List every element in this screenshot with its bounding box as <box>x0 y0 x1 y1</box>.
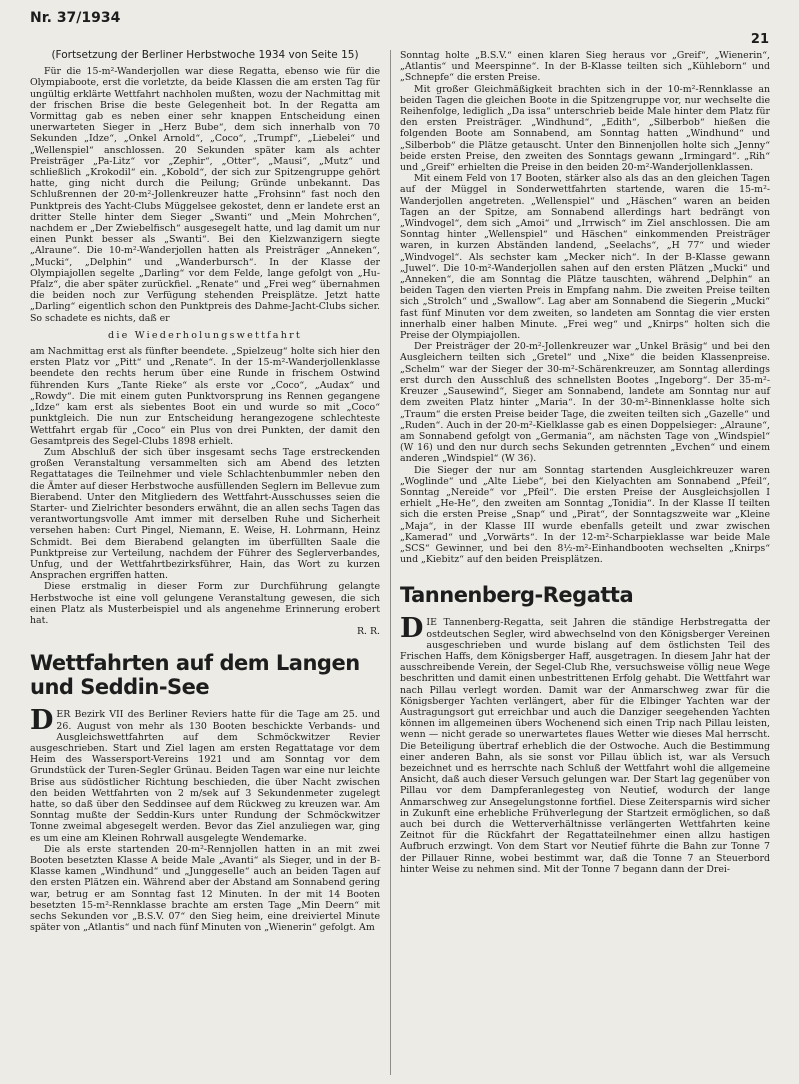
paragraph-text: IE Tannenberg-Regatta, seit Jahren die ständige Herbstregatta der ostdeutschen Segler, wird abwechselnd von den Königsberger Vereinen ausgeschrieben und wurde bislang auf dem östlichsten Teil des Frischen Haffs, dem Königsberger Haff, ausgetragen. In diesem Jahr hat der ausschreibende Verein, der Segel-Club Rhe, versuchsweise völlig neue Wege beschritten und damit einen unbestrittenen Erfolg gehabt. Die Wettfahrt war nach Pillau verlegt worden. Damit war der Anmarschweg zwar für die Königsberger Yachten verlängert, aber für die Elbinger Yachten war der Austragungsort gut erreichbar und auch die Danziger seegehenden Yachten können im allgemeinen übers Wochenend sich einen Trip nach Pillau leisten, wenn — nicht gerade so unerwartetes flaues Wetter wie dieses Mal herrscht. Die Beteiligung übertraf erheblich die der Ostwoche. Auch die Bestimmung einer anderen Bahn, als sie sonst vor Pillau üblich ist, war als Versuch bezeichnet und es herrschte nach Schluß der Wettfahrt wohl die allgemeine Ansicht, daß auch dieser Versuch gelungen war. Der Start lag gegenüber von Pillau vor dem Dampferanlegesteg von Neutief, wodurch der lange Anmarschweg zur Ansegelungstonne fortfiel. Diese Zeitersparnis wird sicher in Zukunft eine erhebliche Frühverlegung der Startzeit ermöglichen, so daß auch bei durch die Wetterverhältnisse verlängerten Wettfahrten keine Zeitnot für die Rückfahrt der Regattateilnehmer einen allzu hastigen Aufbruch erzwingt. Von dem Start vor Neutief führte die Bahn zur Tonne 7 der Pillauer Rinne, wobei bestimmt war, daß die Tonne 7 an Steuerbord hinter Weise zu nehmen sind. Mit der Tonne 7 begann dann der Drei- <box>400 617 770 875</box>
issue-number: Nr. 37/1934 <box>30 10 121 26</box>
paragraph: Diese erstmalig in dieser Form zur Durchführung gelangte Herbstwoche ist eine voll gelungene Veranstaltung gewesen, die sich einen Platz als Musterbeispiel und als angenehme Erinnerung erobert hat. <box>30 581 380 626</box>
author-signature: R. R. <box>356 626 380 638</box>
paragraph <box>30 705 380 844</box>
paragraph: Für die 15-m²-Wanderjollen war diese Regatta, ebenso wie für die Olympiaboote, erst die vorletzte, da beide Klassen die am ersten Tag für ungültig erklärte Wettfahrt nachholen mußten, wozu der Nachmittag mit der frischen Brise die beste Gelegenheit bot. In der Regatta am Vormittag gab es neben einer sehr knappen Entscheidung einen unerwarteten Sieger in „Herz Bube“, dem sich innerhalb von 70 Sekunden „Idze“, „Onkel Arnold“, „Coco“, „Trumpf“, „Liebelei“ und „Wellenspiel“ anschlossen. 20 Sekunden später kam als achter Preisträger „Pa-Litz“ vor „Zephir“, „Otter“, „Mausi“, „Mutz“ und schließlich „Krokodil“ ein. „Kobold“, der sich zur Spitzengruppe gehört hatte, ging nicht durch die Peilung; Gründe unbekannt. Das Schlußrennen der 20-m²-Jollenkreuzer hatte „Frohsinn“ fast noch den Punktpreis des Yacht-Clubs Müggelsee gekostet, denn er landete erst an dritter Stelle hinter dem Sieger „Swanti“ und „Mein Mohrchen“, nachdem er „Der Zwiebelfisch“ ausgesegelt hatte, und lag damit um nur einen Punkt besser als „Swanti“. Bei den Kielzwanzigern siegte „Alraune“. Die 10-m²-Wanderjollen hatten als Preisträger „Anneken“, „Mucki“, „Delphin“ und „Wanderbursch“. In der Klasse der Olympiajollen segelte „Darling“ vor dem Felde, lange gefolgt von „Hu-Pfalz“, die aber später zurückfiel. „Renate“ und „Frei weg“ übernahmen die beiden noch zur Verfügung stehenden Preisplätze. Jetzt hatte „Darling“ eigentlich schon den Punktpreis des Dahme-Jacht-Clubs sicher. So schadete es nichts, daß er <box>30 66 380 324</box>
section-subheading: die Wiederholungswettfahrt <box>108 329 302 341</box>
paragraph: Mit großer Gleichmäßigkeit brachten sich in der 10-m²-Rennklasse an beiden Tagen die gleichen Boote in die Spitzengruppe vor, nur wechselte die Reihenfolge, lediglich „Da issa“ unterschrieb beide Male hinter dem Platz für den ersten Preisträger. „Windhund“, „Edith“, „Silberbob“ hießen die folgenden Boote am Sonnabend, am Sonntag hatten „Windhund“ und „Silberbob“ die Plätze getauscht. Unter den Binnenjollen holte sich „Jenny“ beide ersten Preise, den zweiten des Sonntags gewann „Irmingard“. „Rih“ und „Greif“ erhielten die Preise in den beiden 20-m²-Wanderjollenklassen. <box>400 83 770 174</box>
page-number: 21 <box>750 32 769 47</box>
left-column <box>30 50 380 933</box>
paragraph: Der Preisträger der 20-m²-Jollenkreuzer war „Unkel Bräsig“ und bei den Ausgleichern teilten sich „Gretel“ und „Nixe“ die beiden Klassenpreise. „Schelm“ war der Sieger der 30-m²-Schärenkreuzer, am Sonntag allerdings erst durch den Ausschluß des schnellsten Bootes „Ingeborg“. Der 35-m²-Kreuzer „Sausewind“, Sieger am Sonnabend, landete am Sonntag nur auf dem zweiten Platz hinter „Maria“. In der 30-m²-Binnenklasse holte sich „Traum“ die ersten Preise beider Tage, die zweiten teilten sich „Gazelle“ und „Ruden“. Auch in der 20-m²-Kielklasse gab es einen Doppelsieger: „Alraune“, am Sonnabend gefolgt von „Germania“, am nächsten Tage von „Windspiel“ (W 16) und den nur durch sechs Sekunden getrennten „Evchen“ und einem anderen „Windspiel“ (W 36). <box>400 341 770 465</box>
continuation-note: (Fortsetzung der Berliner Herbstwoche 1934 von Seite 15) <box>51 49 359 61</box>
column-divider <box>390 50 391 1075</box>
paragraph: am Nachmittag erst als fünfter beendete. „Spielzeug“ holte sich hier den ersten Platz vor „Pitt“ und „Renate“. In der 15-m²-Wanderjollenklasse beendete den rechts herum über eine Runde in frischem Ostwind führenden Kurs „Tante Rieke“ als erste vor „Coco“, „Audax“ und „Rowdy“. Die mit einem guten Punktvorsprung ins Rennen gegangene „Idze“ kam erst als siebentes Boot ein und wurde so mit „Coco“ punktgleich. Die nun zur Entscheidung herangezogene schlechteste Wettfahrt ergab für „Coco“ ein Plus von drei Punkten, der damit den Gesamtpreis des Segel-Clubs 1898 erhielt. <box>30 346 380 447</box>
drop-cap: D <box>400 613 424 645</box>
article-headline: Wettfahrten auf dem Langen und Seddin-See <box>30 651 360 700</box>
paragraph: Sonntag holte „B.S.V.“ einen klaren Sieg heraus vor „Greif“, „Wienerin“, „Atlantis“ und Meerspinne“. In der B-Klasse teilten sich „Kühleborn“ und „Schnepfe“ die ersten Preise. <box>400 50 770 84</box>
paragraph: Mit einem Feld von 17 Booten, stärker also als das an den gleichen Tagen auf der Müggel in Sonderwettfahrten startende, waren die 15-m²-Wanderjollen angetreten. „Wellenspiel“ und „Häschen“ waren an beiden Tagen an der Spitze, am Sonnabend allerdings hart bedrängt von „Windvogel“, dem sich „Amoi“ und „Irrwisch“ im Ziel anschlossen. Die am Sonntag hinter „Wellenspiel“ und Häschen“ einkommenden Preisträger waren, in kurzen Abständen landend, „Seelachs“, „H 77“ und wieder „Windvogel“. Als sechster kam „Mecker nich“. In der B-Klasse gewann „Juwel“. Die 10-m²-Wanderjollen sahen auf den ersten Plätzen „Mucki“ und „Anneken“, die am Sonntag die Plätze tauschten, während „Delphin“ an beiden Tagen den vierten Preis in Empfang nahm. Die zweiten Preise teilten sich „Strolch“ und „Swallow“. Lag aber am Sonnabend die Siegerin „Mucki“ fast fünf Minuten vor dem zweiten, so landeten am Sonntag die vier ersten innerhalb einer halben Minute. „Frei weg“ und „Knirps“ holten sich die Preise der Olympiajollen. <box>400 173 770 342</box>
page-header <box>30 10 769 47</box>
drop-cap: D <box>30 705 54 737</box>
paragraph <box>400 613 770 875</box>
paragraph: Zum Abschluß der sich über insgesamt sechs Tage erstreckenden großen Veranstaltung versammelten sich am Abend des letzten Regattatages die Teilnehmer und viele Schlachtenbummler neben den die Ämter auf dieser Herbstwoche ausfüllenden Seglern im Bellevue zum Bierabend. Unter den Mitgliedern des Wettfahrt-Ausschusses seien die Starter- und Zielrichter besonders erwähnt, die an allen sechs Tagen das verantwortungsvolle Amt immer mit derselben Ruhe und Sicherheit versehen haben: Curt Pingel, Niemann, E. Weise, H. Lohrmann, Heinz Schmidt. Bei dem Bierabend gelangten im überfüllten Saale die Punktpreise zur Verteilung, nachdem der Führer des Seglerverbandes, Unfug, und der Wettfahrtbezirksführer, Hain, das Wort zu kurzen Ansprachen ergriffen hatten. <box>30 446 380 582</box>
right-column <box>400 50 770 875</box>
paragraph: Die als erste startenden 20-m²-Rennjollen hatten in an mit zwei Booten besetzten Klasse A beide Male „Avanti“ als Sieger, und in der B-Klasse kamen „Windhund“ und „Junggeselle“ auch an beiden Tagen auf den ersten Plätzen ein. Während aber der Abstand am Sonnabend gering war, betrug er am Sonntag fast 12 Minuten. In der mit 14 Booten besetzten 15-m²-Rennklasse brachte am ersten Tage „Min Deern“ mit sechs Sekunden vor „B.S.V. 07“ den Sieg heim, eine dreiviertel Minute später von „Atlantis“ und nach fünf Minuten von „Wienerin“ gefolgt. Am <box>30 843 380 934</box>
paragraph: Die Sieger der nur am Sonntag startenden Ausgleichkreuzer waren „Woglinde“ und „Alte Liebe“, bei den Kielyachten am Sonnabend „Pfeil“, Sonntag „Nereide“ vor „Pfeil“. Die ersten Preise der Ausgleichsjollen I erhielt „He-He“, den zweiten am Sonntag „Tonidia“. In der Klasse II teilten sich die ersten Preise „Snap“ und „Pirat“, der Sonntagszweite war „Kleine „Maja“, in der Klasse III wurde ebenfalls geteilt und zwar zwischen „Kamerad“ und „Vorwärts“. In der 12-m²-Scharpieklasse war beide Male „SCS“ Gewinner, und bei den 8½-m²-Einhandbooten wechselten „Knirps“ und „Kiebitz“ auf den beiden Preisplätzen. <box>400 464 770 566</box>
paragraph-text: ER Bezirk VII des Berliner Reviers hatte für die Tage am 25. und 26. August von mehr als 130 Booten beschickte Verbands- und Ausgleichswettfahrten auf dem Schmöckwitzer Revier ausgeschrieben. Start und Ziel lagen am ersten Regattatage vor dem Heim des Wassersport-Vereins 1921 und am Sonntag vor dem Grundstück der Turen-Segler Grünau. Beiden Tagen war eine nur leichte Brise aus südöstlicher Richtung beschieden, die über Nacht zwischen den beiden Wettfahrten von 2 m/sek auf 3 Sekundenmeter zugelegt hatte, so daß über den Seddinsee auf dem Rückweg zu kreuzen war. Am Sonntag mußte der Seddin-Kurs unter Rundung der Schmöckwitzer Tonne zweimal abgesegelt werden. Bevor das Ziel anzuliegen war, ging es um eine am Kleinen Rohrwall ausgelegte Wendemarke. <box>30 709 380 844</box>
article-headline: Tannenberg-Regatta <box>400 583 634 608</box>
